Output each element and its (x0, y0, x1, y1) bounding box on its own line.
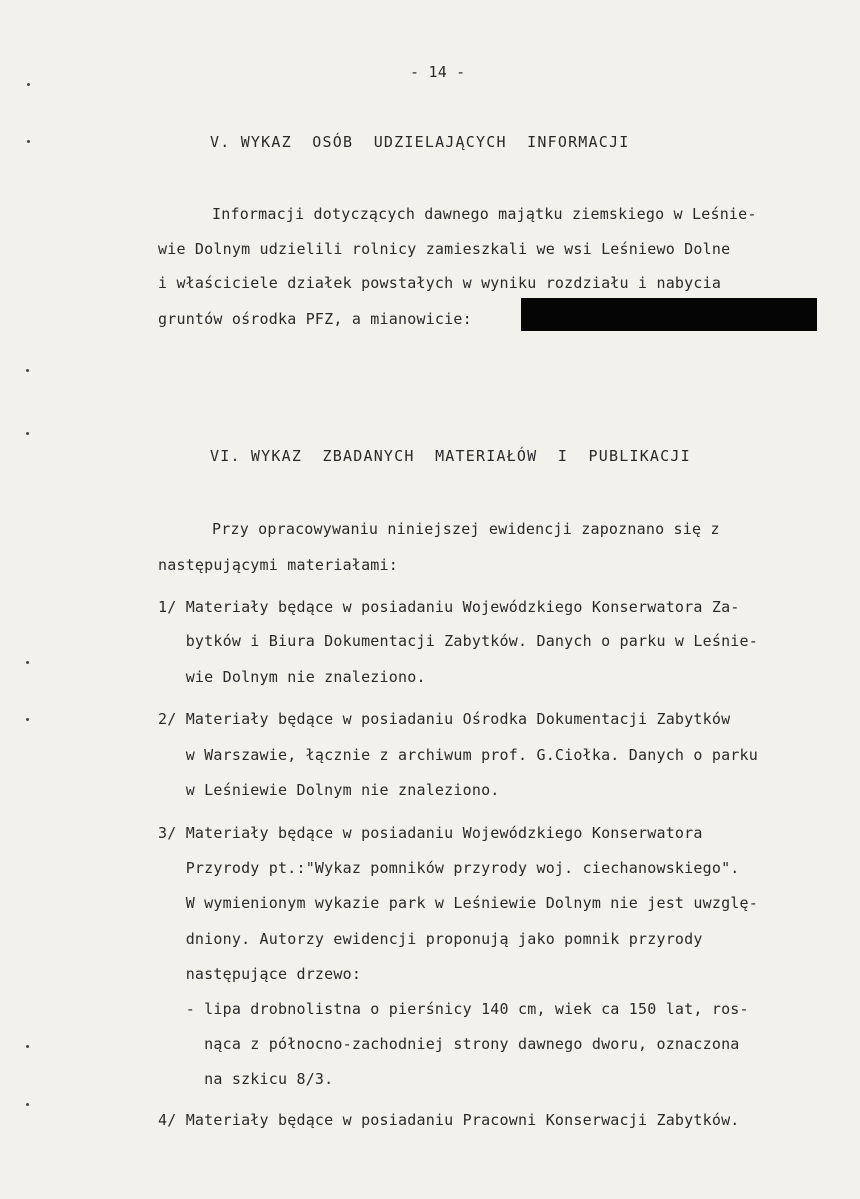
item-3-line-6: - lipa drobnolistna o pierśnicy 140 cm, wiek ca 150 lat, ros- (158, 1000, 749, 1018)
item-2-line-3: w Leśniewie Dolnym nie znaleziono. (158, 781, 500, 799)
item-1-line-3: wie Dolnym nie znaleziono. (158, 668, 426, 686)
page-number: - 14 - (410, 63, 466, 81)
scan-speck (26, 432, 29, 435)
scan-speck (27, 83, 30, 86)
item-3-line-1: 3/ Materiały będące w posiadaniu Wojewódzkiego Konserwatora (158, 824, 703, 842)
section-v-line-1: Informacji dotyczących dawnego majątku ziemskiego w Leśnie- (212, 205, 757, 223)
item-1-line-1: 1/ Materiały będące w posiadaniu Wojewódzkiego Konserwatora Za- (158, 598, 740, 616)
scan-speck (27, 140, 30, 143)
section-v-heading: V. WYKAZ OSÓB UDZIELAJĄCYCH INFORMACJI (210, 133, 630, 151)
redaction-box (521, 298, 817, 331)
item-2-line-2: w Warszawie, łącznie z archiwum prof. G.Ciołka. Danych o parku (158, 746, 758, 764)
section-vi-heading: VI. WYKAZ ZBADANYCH MATERIAŁÓW I PUBLIKACJI (210, 447, 691, 465)
item-3-line-7: nąca z północno-zachodniej strony dawnego dworu, oznaczona (158, 1035, 740, 1053)
item-1-line-2: bytków i Biura Dokumentacji Zabytków. Danych o parku w Leśnie- (158, 632, 758, 650)
scan-speck (26, 1045, 29, 1048)
scan-speck (26, 369, 29, 372)
section-v-line-4: gruntów ośrodka PFZ, a mianowicie: (158, 310, 472, 328)
item-2-line-1: 2/ Materiały będące w posiadaniu Ośrodka Dokumentacji Zabytków (158, 710, 731, 728)
section-vi-intro-line-1: Przy opracowywaniu niniejszej ewidencji zapoznano się z (212, 520, 720, 538)
scan-speck (26, 718, 29, 721)
item-3-line-3: W wymienionym wykazie park w Leśniewie Dolnym nie jest uwzglę- (158, 894, 758, 912)
scan-speck (26, 661, 29, 664)
item-3-line-8: na szkicu 8/3. (158, 1070, 334, 1088)
item-3-line-2: Przyrody pt.:"Wykaz pomników przyrody woj. ciechanowskiego". (158, 859, 740, 877)
scan-speck (26, 1103, 29, 1106)
section-v-line-2: wie Dolnym udzielili rolnicy zamieszkali we wsi Leśniewo Dolne (158, 240, 731, 258)
item-3-line-5: następujące drzewo: (158, 965, 362, 983)
item-4-line-1: 4/ Materiały będące w posiadaniu Pracowni Konserwacji Zabytków. (158, 1111, 740, 1129)
section-vi-intro-line-2: następującymi materiałami: (158, 556, 398, 574)
section-v-line-3: i właściciele działek powstałych w wyniku rozdziału i nabycia (158, 274, 722, 292)
item-3-line-4: dniony. Autorzy ewidencji proponują jako pomnik przyrody (158, 930, 703, 948)
